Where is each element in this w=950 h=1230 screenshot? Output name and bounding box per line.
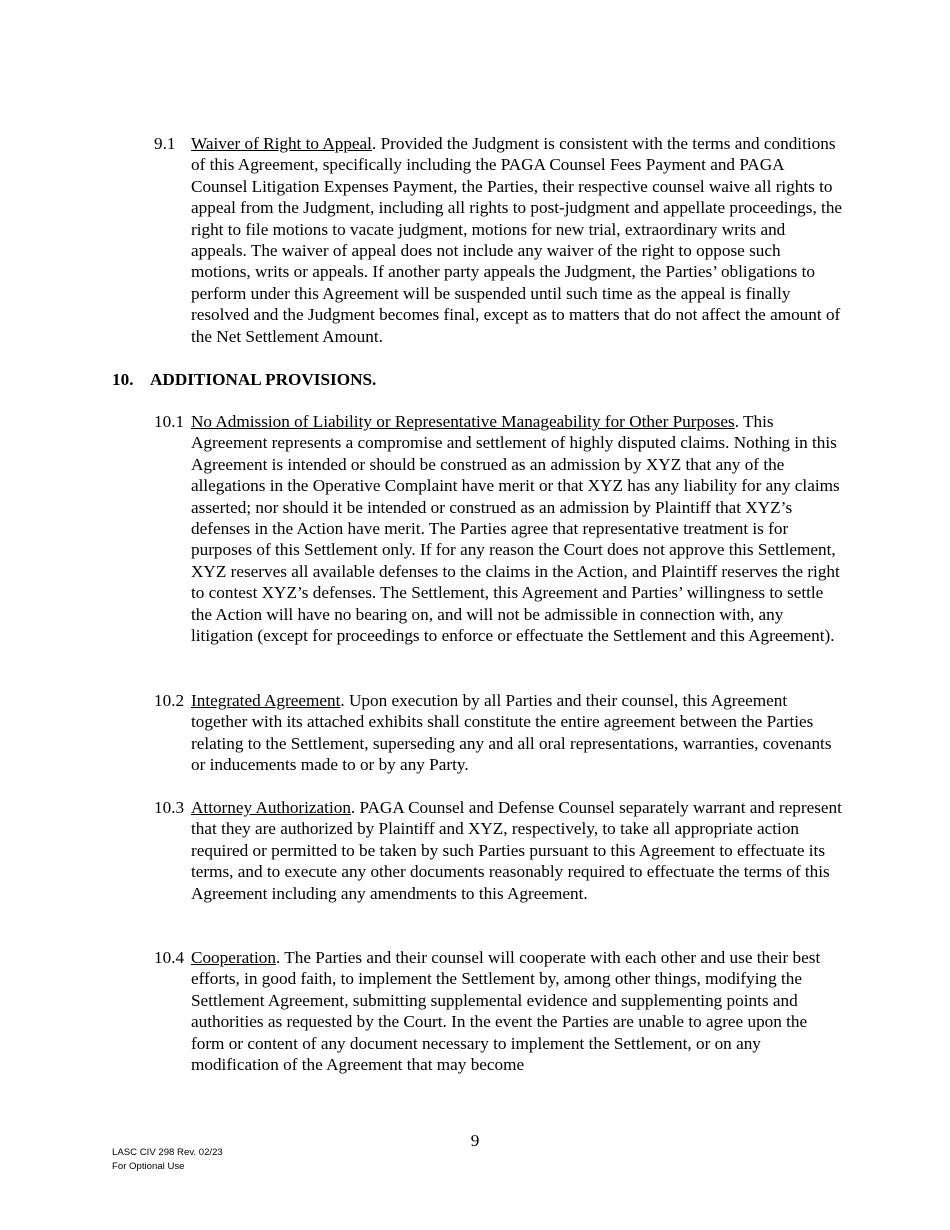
paragraph-9-1 [154, 133, 844, 347]
paragraph-heading: No Admission of Liability or Representative Manageability for Other Purposes [191, 412, 735, 431]
paragraph-heading: Attorney Authorization [191, 798, 351, 817]
section-heading-10 [112, 369, 376, 390]
paragraph-heading: Cooperation [191, 948, 276, 967]
paragraph-number: 10.1 [154, 412, 185, 431]
paragraph-body: . This Agreement represents a compromise and settlement of highly disputed claims. Nothing in this Agreement is intended or should be construed as an admission by XYZ that any of the allegations in the Operative Complaint have merit or that XYZ has any liability for any claims asserted; nor should it be intended or construed as an admission by Plaintiff that XYZ’s defenses in the Action have merit. The Parties agree that representative treatment is for purposes of this Settlement only. If for any reason the Court does not approve this Settlement, XYZ reserves all available defenses to the claims in the Action, and Plaintiff reserves the right to contest XYZ’s defenses. The Settlement, this Agreement and Parties’ willingness to settle the Action will have no bearing on, and will not be admissible in connection with, any litigation (except for proceedings to enforce or effectuate the Settlement and this Agreement). [191, 412, 840, 646]
footer-usage: For Optional Use [112, 1161, 185, 1172]
paragraph-heading: Waiver of Right to Appeal [191, 134, 372, 153]
paragraph-number: 10.3 [154, 798, 185, 817]
paragraph-body: . PAGA Counsel and Defense Counsel separately warrant and represent that they are authorized by Plaintiff and XYZ, respectively, to take all appropriate action required or permitted to be taken by such Parties pursuant to this Agreement to effectuate its terms, and to execute any other documents reasonably required to effectuate the terms of this Agreement including any amendments to this Agreement. [191, 798, 842, 903]
form-footer [112, 1146, 223, 1174]
paragraph-10-3 [154, 797, 844, 904]
paragraph-number: 10.2 [154, 691, 185, 710]
section-number: 10. [112, 370, 134, 389]
paragraph-body: . The Parties and their counsel will cooperate with each other and use their best efforts, in good faith, to implement the Settlement by, among other things, modifying the Settlement Agreement, submitting supplemental evidence and supplementing points and authorities as requested by the Court. In the event the Parties are unable to agree upon the form or content of any document necessary to implement the Settlement, or on any modification of the Agreement that may become [191, 948, 821, 1075]
page-number: 9 [470, 1131, 480, 1150]
paragraph-number: 9.1 [154, 134, 176, 153]
paragraph-body: . Provided the Judgment is consistent with the terms and conditions of this Agreement, specifically including the PAGA Counsel Fees Payment and PAGA Counsel Litigation Expenses Payment, the Parties, their respective counsel waive all rights to appeal from the Judgment, including all rights to post-judgment and appellate proceedings, the right to file motions to vacate judgment, motions for new trial, extraordinary writs and appeals. The waiver of appeal does not include any waiver of the right to oppose such motions, writs or appeals. If another party appeals the Judgment, the Parties’ obligations to perform under this Agreement will be suspended until such time as the appeal is finally resolved and the Judgment becomes final, except as to matters that do not affect the amount of the Net Settlement Amount. [191, 134, 843, 346]
footer-form-id: LASC CIV 298 Rev. 02/23 [112, 1147, 223, 1158]
paragraph-10-4 [154, 947, 844, 1075]
paragraph-heading: Integrated Agreement [191, 691, 341, 710]
paragraph-10-2 [154, 690, 844, 776]
paragraph-text [191, 133, 844, 347]
paragraph-text [191, 690, 844, 776]
paragraph-text [191, 947, 844, 1075]
paragraph-number: 10.4 [154, 948, 185, 967]
paragraph-body: . Upon execution by all Parties and their counsel, this Agreement together with its attached exhibits shall constitute the entire agreement between the Parties relating to the Settlement, superseding any and all oral representations, warranties, covenants or inducements made to or by any Party. [191, 691, 832, 775]
section-title: ADDITIONAL PROVISIONS. [150, 370, 377, 389]
paragraph-text [191, 411, 844, 646]
paragraph-text [191, 797, 844, 904]
paragraph-10-1 [154, 411, 844, 646]
